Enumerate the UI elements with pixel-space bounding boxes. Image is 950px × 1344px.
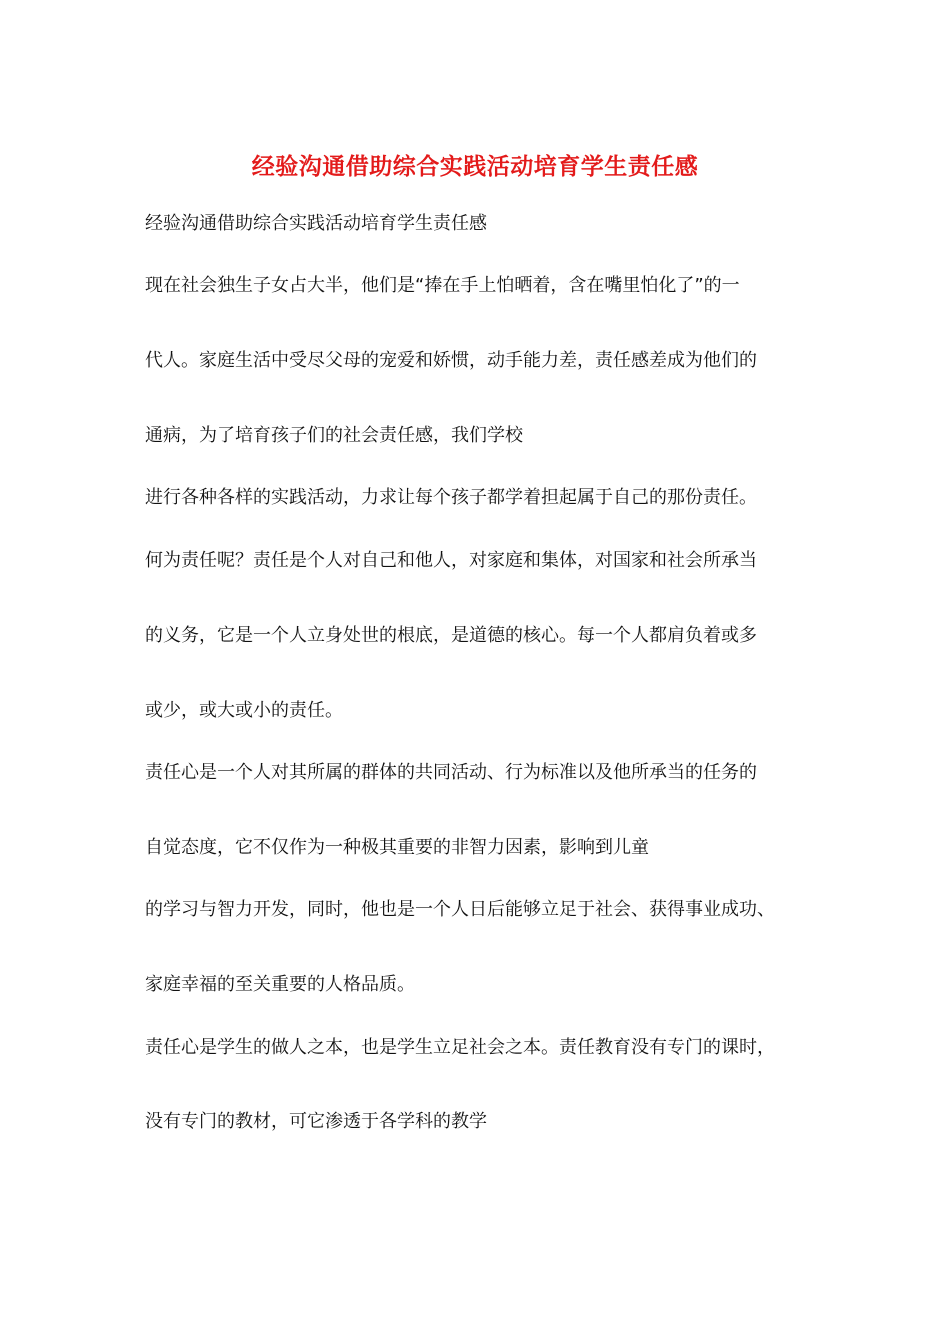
paragraph-line: 没有专门的教材，可它渗透于各学科的教学 [145, 1111, 487, 1132]
paragraph-line: 何为责任呢？责任是个人对自己和他人，对家庭和集体，对国家和社会所承当 [145, 550, 757, 571]
paragraph-line: 责任心是一个人对其所属的群体的共同活动、行为标准以及他所承当的任务的 [145, 762, 757, 783]
paragraph-line: 代人。家庭生活中受尽父母的宠爱和娇惯，动手能力差，责任感差成为他们的 [145, 350, 757, 371]
document-subtitle: 经验沟通借助综合实践活动培育学生责任感 [145, 213, 487, 234]
paragraph-line: 的学习与智力开发，同时，他也是一个人日后能够立足于社会、获得事业成功、 [145, 899, 775, 920]
paragraph-line: 的义务，它是一个人立身处世的根底，是道德的核心。每一个人都肩负着或多 [145, 625, 757, 646]
paragraph-line: 通病，为了培育孩子们的社会责任感，我们学校 [145, 425, 523, 446]
paragraph-line: 自觉态度，它不仅作为一种极其重要的非智力因素，影响到儿童 [145, 837, 649, 858]
paragraph-line: 家庭幸福的至关重要的人格品质。 [145, 974, 415, 995]
paragraph-line: 进行各种各样的实践活动，力求让每个孩子都学着担起属于自己的那份责任。 [145, 487, 757, 508]
paragraph-line: 现在社会独生子女占大半，他们是“捧在手上怕晒着，含在嘴里怕化了”的一 [145, 275, 740, 296]
document-title: 经验沟通借助综合实践活动培育学生责任感 [251, 153, 699, 180]
paragraph-line: 责任心是学生的做人之本，也是学生立足社会之本。责任教育没有专门的课时， [145, 1037, 775, 1058]
paragraph-line: 或少，或大或小的责任。 [145, 700, 343, 721]
